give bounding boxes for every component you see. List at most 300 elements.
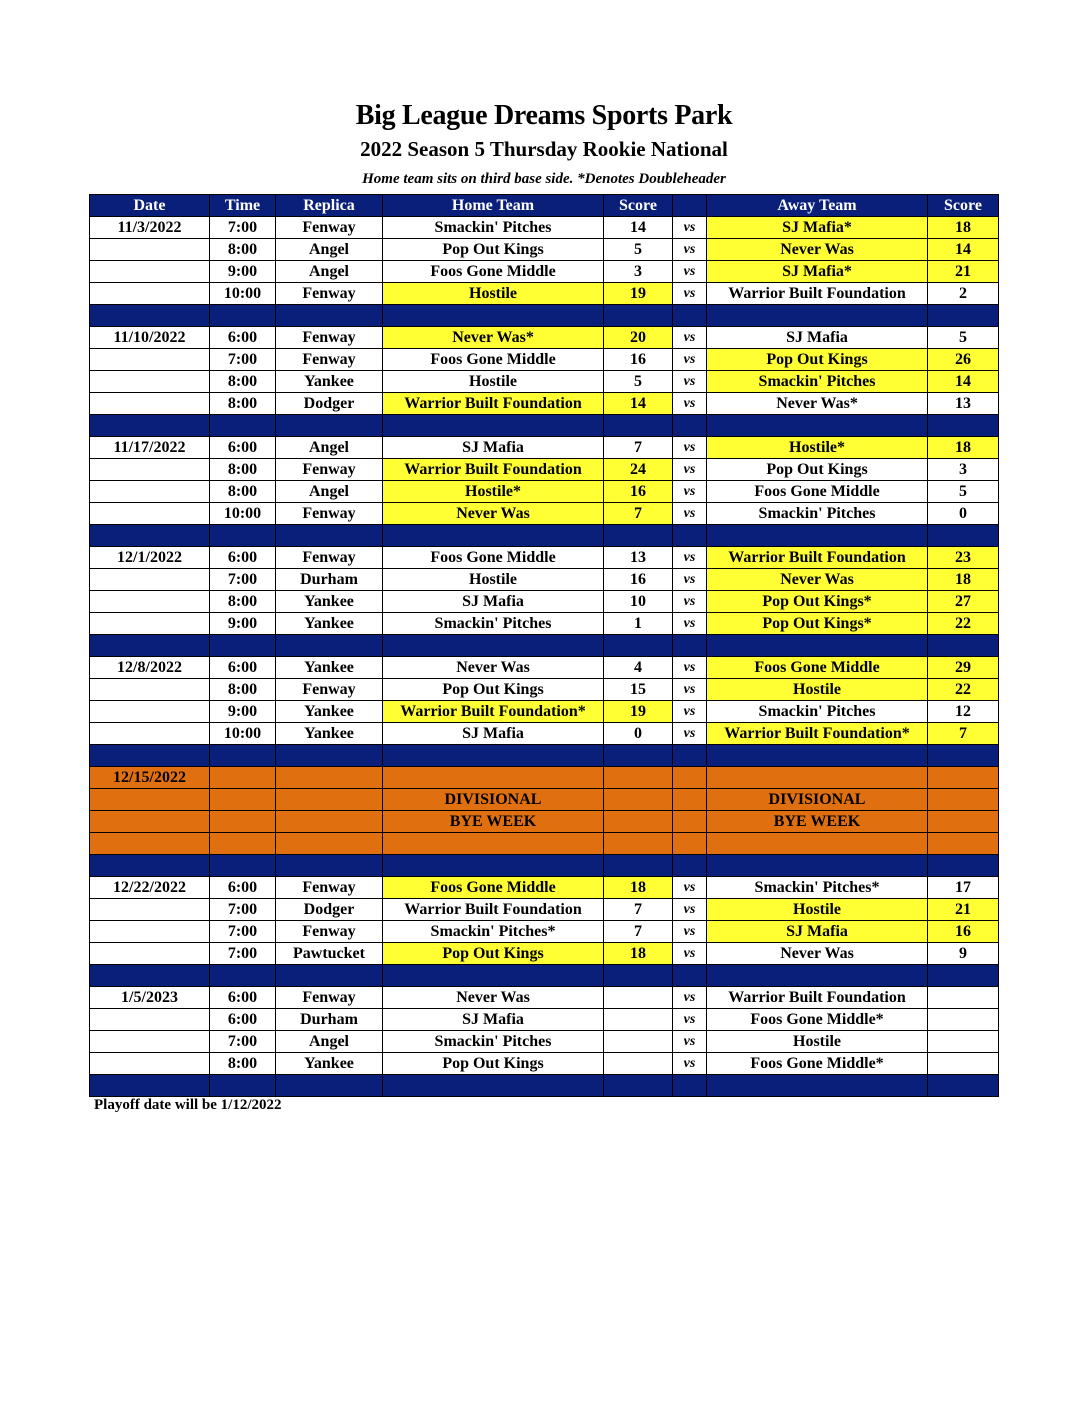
date-cell: [90, 569, 210, 591]
replica-cell: Fenway: [276, 679, 383, 701]
separator-cell: [673, 415, 707, 437]
vs-cell: vs: [673, 591, 707, 613]
away-team-cell: Foos Gone Middle: [707, 657, 928, 679]
away-score-cell: 21: [928, 899, 999, 921]
separator-cell: [383, 1075, 604, 1097]
separator-cell: [673, 1075, 707, 1097]
vs-cell: vs: [673, 217, 707, 239]
replica-cell: Yankee: [276, 371, 383, 393]
separator-cell: [276, 1075, 383, 1097]
vs-cell: vs: [673, 943, 707, 965]
home-score-cell: 19: [604, 701, 673, 723]
separator-cell: [928, 965, 999, 987]
replica-cell: Yankee: [276, 657, 383, 679]
home-team-cell: Smackin' Pitches: [383, 217, 604, 239]
time-cell: 9:00: [210, 701, 276, 723]
bye-cell: [928, 833, 999, 855]
separator-cell: [707, 305, 928, 327]
vs-cell: vs: [673, 657, 707, 679]
time-cell: 8:00: [210, 481, 276, 503]
away-score-cell: 0: [928, 503, 999, 525]
game-row: [90, 349, 999, 371]
separator-cell: [383, 965, 604, 987]
away-team-cell: SJ Mafia: [707, 921, 928, 943]
time-cell: 9:00: [210, 613, 276, 635]
game-row: [90, 1053, 999, 1075]
away-team-cell: Smackin' Pitches: [707, 701, 928, 723]
home-team-cell: Warrior Built Foundation: [383, 459, 604, 481]
time-cell: 8:00: [210, 371, 276, 393]
away-team-cell: Hostile*: [707, 437, 928, 459]
away-team-cell: Foos Gone Middle: [707, 481, 928, 503]
home-score-cell: 14: [604, 217, 673, 239]
game-row: [90, 1031, 999, 1053]
away-score-cell: 14: [928, 371, 999, 393]
separator-cell: [604, 305, 673, 327]
away-team-cell: Never Was*: [707, 393, 928, 415]
bye-cell: [276, 789, 383, 811]
home-team-cell: SJ Mafia: [383, 723, 604, 745]
replica-cell: Fenway: [276, 349, 383, 371]
home-team-cell: Pop Out Kings: [383, 239, 604, 261]
vs-cell: vs: [673, 899, 707, 921]
separator-cell: [383, 855, 604, 877]
separator-cell: [673, 635, 707, 657]
separator-cell: [673, 305, 707, 327]
home-team-cell: Never Was: [383, 503, 604, 525]
home-team-cell: Hostile: [383, 569, 604, 591]
home-score-cell: [604, 1053, 673, 1075]
separator-cell: [90, 855, 210, 877]
date-cell: [90, 701, 210, 723]
home-score-cell: 16: [604, 569, 673, 591]
home-team-cell: Never Was*: [383, 327, 604, 349]
vs-cell: vs: [673, 569, 707, 591]
vs-cell: vs: [673, 723, 707, 745]
replica-cell: Fenway: [276, 921, 383, 943]
header-away-team: Away Team: [707, 195, 928, 217]
separator-row: [90, 415, 999, 437]
home-score-cell: 7: [604, 899, 673, 921]
home-team-cell: Never Was: [383, 657, 604, 679]
bye-cell: [928, 767, 999, 789]
separator-cell: [707, 525, 928, 547]
game-row: [90, 613, 999, 635]
time-cell: 7:00: [210, 217, 276, 239]
home-score-cell: [604, 987, 673, 1009]
bye-label: BYE WEEK: [707, 811, 928, 833]
bye-cell: [707, 833, 928, 855]
game-row: [90, 569, 999, 591]
bye-row: [90, 833, 999, 855]
home-score-cell: 5: [604, 239, 673, 261]
replica-cell: Angel: [276, 1031, 383, 1053]
separator-cell: [928, 855, 999, 877]
bye-cell: [707, 767, 928, 789]
separator-cell: [707, 965, 928, 987]
time-cell: 7:00: [210, 899, 276, 921]
away-score-cell: [928, 1031, 999, 1053]
separator-cell: [90, 965, 210, 987]
home-team-cell: Warrior Built Foundation: [383, 393, 604, 415]
separator-cell: [707, 635, 928, 657]
time-cell: 8:00: [210, 459, 276, 481]
away-team-cell: Hostile: [707, 899, 928, 921]
date-cell: [90, 613, 210, 635]
vs-cell: vs: [673, 1053, 707, 1075]
replica-cell: Fenway: [276, 327, 383, 349]
away-score-cell: 5: [928, 327, 999, 349]
separator-cell: [604, 1075, 673, 1097]
game-row: [90, 393, 999, 415]
separator-cell: [604, 635, 673, 657]
vs-cell: vs: [673, 437, 707, 459]
away-score-cell: 12: [928, 701, 999, 723]
away-score-cell: 26: [928, 349, 999, 371]
bye-cell: [383, 833, 604, 855]
separator-cell: [383, 525, 604, 547]
date-cell: [90, 349, 210, 371]
away-team-cell: SJ Mafia*: [707, 261, 928, 283]
home-team-cell: Foos Gone Middle: [383, 547, 604, 569]
away-team-cell: Pop Out Kings*: [707, 613, 928, 635]
game-row: [90, 679, 999, 701]
separator-cell: [383, 635, 604, 657]
schedule-table: [89, 194, 999, 1097]
vs-cell: vs: [673, 393, 707, 415]
replica-cell: Fenway: [276, 459, 383, 481]
home-score-cell: 18: [604, 943, 673, 965]
time-cell: 10:00: [210, 723, 276, 745]
away-score-cell: 17: [928, 877, 999, 899]
separator-cell: [90, 415, 210, 437]
date-cell: [90, 723, 210, 745]
away-score-cell: [928, 1009, 999, 1031]
bye-cell: [673, 811, 707, 833]
home-team-cell: SJ Mafia: [383, 437, 604, 459]
replica-cell: Yankee: [276, 1053, 383, 1075]
home-score-cell: 16: [604, 481, 673, 503]
time-cell: 8:00: [210, 239, 276, 261]
date-cell: [90, 679, 210, 701]
time-cell: 10:00: [210, 283, 276, 305]
separator-cell: [928, 745, 999, 767]
replica-cell: Yankee: [276, 701, 383, 723]
bye-label: BYE WEEK: [383, 811, 604, 833]
home-score-cell: 15: [604, 679, 673, 701]
separator-cell: [90, 1075, 210, 1097]
home-score-cell: 3: [604, 261, 673, 283]
away-team-cell: Hostile: [707, 1031, 928, 1053]
date-cell: [90, 239, 210, 261]
date-cell: [90, 921, 210, 943]
replica-cell: Fenway: [276, 877, 383, 899]
page-title: Big League Dreams Sports Park: [355, 100, 733, 131]
date-cell: 12/1/2022: [90, 547, 210, 569]
separator-row: [90, 635, 999, 657]
home-team-cell: SJ Mafia: [383, 1009, 604, 1031]
time-cell: 6:00: [210, 437, 276, 459]
vs-cell: vs: [673, 503, 707, 525]
game-row: [90, 921, 999, 943]
replica-cell: Fenway: [276, 217, 383, 239]
replica-cell: Dodger: [276, 393, 383, 415]
vs-cell: vs: [673, 283, 707, 305]
away-team-cell: Warrior Built Foundation*: [707, 723, 928, 745]
separator-cell: [383, 305, 604, 327]
time-cell: 6:00: [210, 327, 276, 349]
date-cell: 12/22/2022: [90, 877, 210, 899]
vs-cell: vs: [673, 701, 707, 723]
separator-cell: [210, 745, 276, 767]
date-cell: [90, 503, 210, 525]
separator-cell: [707, 745, 928, 767]
separator-cell: [90, 305, 210, 327]
replica-cell: Yankee: [276, 591, 383, 613]
date-cell: 11/10/2022: [90, 327, 210, 349]
bye-row: [90, 789, 999, 811]
separator-cell: [928, 415, 999, 437]
separator-cell: [707, 1075, 928, 1097]
date-cell: [90, 261, 210, 283]
bye-cell: [604, 767, 673, 789]
vs-cell: vs: [673, 679, 707, 701]
separator-cell: [673, 965, 707, 987]
away-score-cell: 16: [928, 921, 999, 943]
away-score-cell: 13: [928, 393, 999, 415]
replica-cell: Durham: [276, 1009, 383, 1031]
replica-cell: Pawtucket: [276, 943, 383, 965]
home-team-cell: Hostile: [383, 371, 604, 393]
time-cell: 8:00: [210, 679, 276, 701]
replica-cell: Fenway: [276, 547, 383, 569]
game-row: [90, 481, 999, 503]
separator-cell: [604, 745, 673, 767]
separator-cell: [90, 525, 210, 547]
date-cell: 11/3/2022: [90, 217, 210, 239]
separator-cell: [276, 305, 383, 327]
replica-cell: Yankee: [276, 613, 383, 635]
date-cell: 11/17/2022: [90, 437, 210, 459]
home-team-cell: Pop Out Kings: [383, 679, 604, 701]
away-team-cell: SJ Mafia: [707, 327, 928, 349]
page-note: Home team sits on third base side. *Denotes Doubleheader: [362, 171, 726, 187]
home-score-cell: 13: [604, 547, 673, 569]
date-cell: [90, 481, 210, 503]
home-team-cell: Foos Gone Middle: [383, 261, 604, 283]
time-cell: 6:00: [210, 987, 276, 1009]
home-score-cell: 0: [604, 723, 673, 745]
header-replica: Replica: [276, 195, 383, 217]
replica-cell: Fenway: [276, 503, 383, 525]
home-team-cell: Warrior Built Foundation*: [383, 701, 604, 723]
away-team-cell: Never Was: [707, 943, 928, 965]
home-team-cell: Smackin' Pitches: [383, 613, 604, 635]
bye-cell: [90, 789, 210, 811]
separator-cell: [210, 305, 276, 327]
separator-row: [90, 855, 999, 877]
playoff-note: Playoff date will be 1/12/2022: [94, 1097, 282, 1113]
header-row: [90, 195, 999, 217]
separator-cell: [707, 415, 928, 437]
away-team-cell: Smackin' Pitches: [707, 503, 928, 525]
game-row: [90, 503, 999, 525]
away-team-cell: Hostile: [707, 679, 928, 701]
bye-cell: [673, 833, 707, 855]
separator-row: [90, 1075, 999, 1097]
bye-cell: [928, 789, 999, 811]
separator-cell: [673, 745, 707, 767]
away-score-cell: 3: [928, 459, 999, 481]
time-cell: 9:00: [210, 261, 276, 283]
game-row: [90, 657, 999, 679]
bye-row: [90, 767, 999, 789]
game-row: [90, 239, 999, 261]
separator-cell: [673, 525, 707, 547]
away-team-cell: Never Was: [707, 239, 928, 261]
date-cell: [90, 1053, 210, 1075]
replica-cell: Angel: [276, 481, 383, 503]
time-cell: 7:00: [210, 349, 276, 371]
away-team-cell: Warrior Built Foundation: [707, 547, 928, 569]
replica-cell: Angel: [276, 239, 383, 261]
away-score-cell: [928, 987, 999, 1009]
game-row: [90, 899, 999, 921]
separator-cell: [383, 745, 604, 767]
separator-cell: [928, 1075, 999, 1097]
separator-cell: [210, 965, 276, 987]
away-score-cell: 22: [928, 679, 999, 701]
bye-cell: [276, 767, 383, 789]
game-row: [90, 723, 999, 745]
date-cell: [90, 899, 210, 921]
time-cell: 6:00: [210, 547, 276, 569]
bye-cell: [276, 811, 383, 833]
separator-cell: [210, 855, 276, 877]
time-cell: 7:00: [210, 943, 276, 965]
vs-cell: vs: [673, 921, 707, 943]
separator-cell: [276, 635, 383, 657]
header-vs: [673, 195, 707, 217]
game-row: [90, 591, 999, 613]
home-score-cell: 20: [604, 327, 673, 349]
bye-cell: [90, 811, 210, 833]
separator-cell: [604, 415, 673, 437]
bye-label: DIVISIONAL: [707, 789, 928, 811]
separator-cell: [928, 635, 999, 657]
home-score-cell: 18: [604, 877, 673, 899]
home-score-cell: [604, 1009, 673, 1031]
replica-cell: Yankee: [276, 723, 383, 745]
bye-row: [90, 811, 999, 833]
vs-cell: vs: [673, 371, 707, 393]
separator-cell: [383, 415, 604, 437]
home-score-cell: 7: [604, 503, 673, 525]
date-cell: [90, 1009, 210, 1031]
away-team-cell: SJ Mafia*: [707, 217, 928, 239]
replica-cell: Durham: [276, 569, 383, 591]
home-team-cell: Pop Out Kings: [383, 943, 604, 965]
game-row: [90, 261, 999, 283]
replica-cell: Fenway: [276, 987, 383, 1009]
vs-cell: vs: [673, 613, 707, 635]
vs-cell: vs: [673, 1009, 707, 1031]
time-cell: 6:00: [210, 657, 276, 679]
away-team-cell: Smackin' Pitches*: [707, 877, 928, 899]
away-score-cell: 18: [928, 569, 999, 591]
schedule-body: [90, 217, 999, 1097]
game-row: [90, 437, 999, 459]
home-team-cell: Smackin' Pitches*: [383, 921, 604, 943]
replica-cell: Angel: [276, 261, 383, 283]
away-score-cell: [928, 1053, 999, 1075]
away-score-cell: 23: [928, 547, 999, 569]
separator-row: [90, 965, 999, 987]
home-team-cell: Foos Gone Middle: [383, 349, 604, 371]
replica-cell: Fenway: [276, 283, 383, 305]
bye-cell: [383, 767, 604, 789]
vs-cell: vs: [673, 261, 707, 283]
away-score-cell: 2: [928, 283, 999, 305]
vs-cell: vs: [673, 239, 707, 261]
bye-cell: [604, 811, 673, 833]
time-cell: 8:00: [210, 1053, 276, 1075]
bye-cell: [928, 811, 999, 833]
header-date: Date: [90, 195, 210, 217]
away-team-cell: Pop Out Kings: [707, 349, 928, 371]
away-team-cell: Warrior Built Foundation: [707, 283, 928, 305]
game-row: [90, 943, 999, 965]
separator-cell: [707, 855, 928, 877]
vs-cell: vs: [673, 547, 707, 569]
vs-cell: vs: [673, 349, 707, 371]
date-cell: [90, 1031, 210, 1053]
bye-cell: [276, 833, 383, 855]
separator-cell: [210, 1075, 276, 1097]
separator-cell: [210, 525, 276, 547]
separator-cell: [210, 635, 276, 657]
bye-cell: [90, 833, 210, 855]
home-team-cell: Warrior Built Foundation: [383, 899, 604, 921]
away-score-cell: 29: [928, 657, 999, 679]
bye-cell: [673, 789, 707, 811]
game-row: [90, 1009, 999, 1031]
time-cell: 8:00: [210, 591, 276, 613]
vs-cell: vs: [673, 987, 707, 1009]
separator-cell: [276, 965, 383, 987]
page-subtitle: 2022 Season 5 Thursday Rookie National: [360, 137, 728, 161]
header-time: Time: [210, 195, 276, 217]
date-cell: 12/15/2022: [90, 767, 210, 789]
away-team-cell: Foos Gone Middle*: [707, 1009, 928, 1031]
home-score-cell: 4: [604, 657, 673, 679]
game-row: [90, 327, 999, 349]
date-cell: 1/5/2023: [90, 987, 210, 1009]
away-score-cell: 27: [928, 591, 999, 613]
away-team-cell: Pop Out Kings: [707, 459, 928, 481]
separator-cell: [276, 745, 383, 767]
away-score-cell: 14: [928, 239, 999, 261]
home-score-cell: 16: [604, 349, 673, 371]
away-score-cell: 5: [928, 481, 999, 503]
separator-cell: [928, 305, 999, 327]
home-score-cell: 24: [604, 459, 673, 481]
bye-cell: [210, 767, 276, 789]
game-row: [90, 371, 999, 393]
home-score-cell: 19: [604, 283, 673, 305]
header-away-score: Score: [928, 195, 999, 217]
home-team-cell: Hostile: [383, 283, 604, 305]
